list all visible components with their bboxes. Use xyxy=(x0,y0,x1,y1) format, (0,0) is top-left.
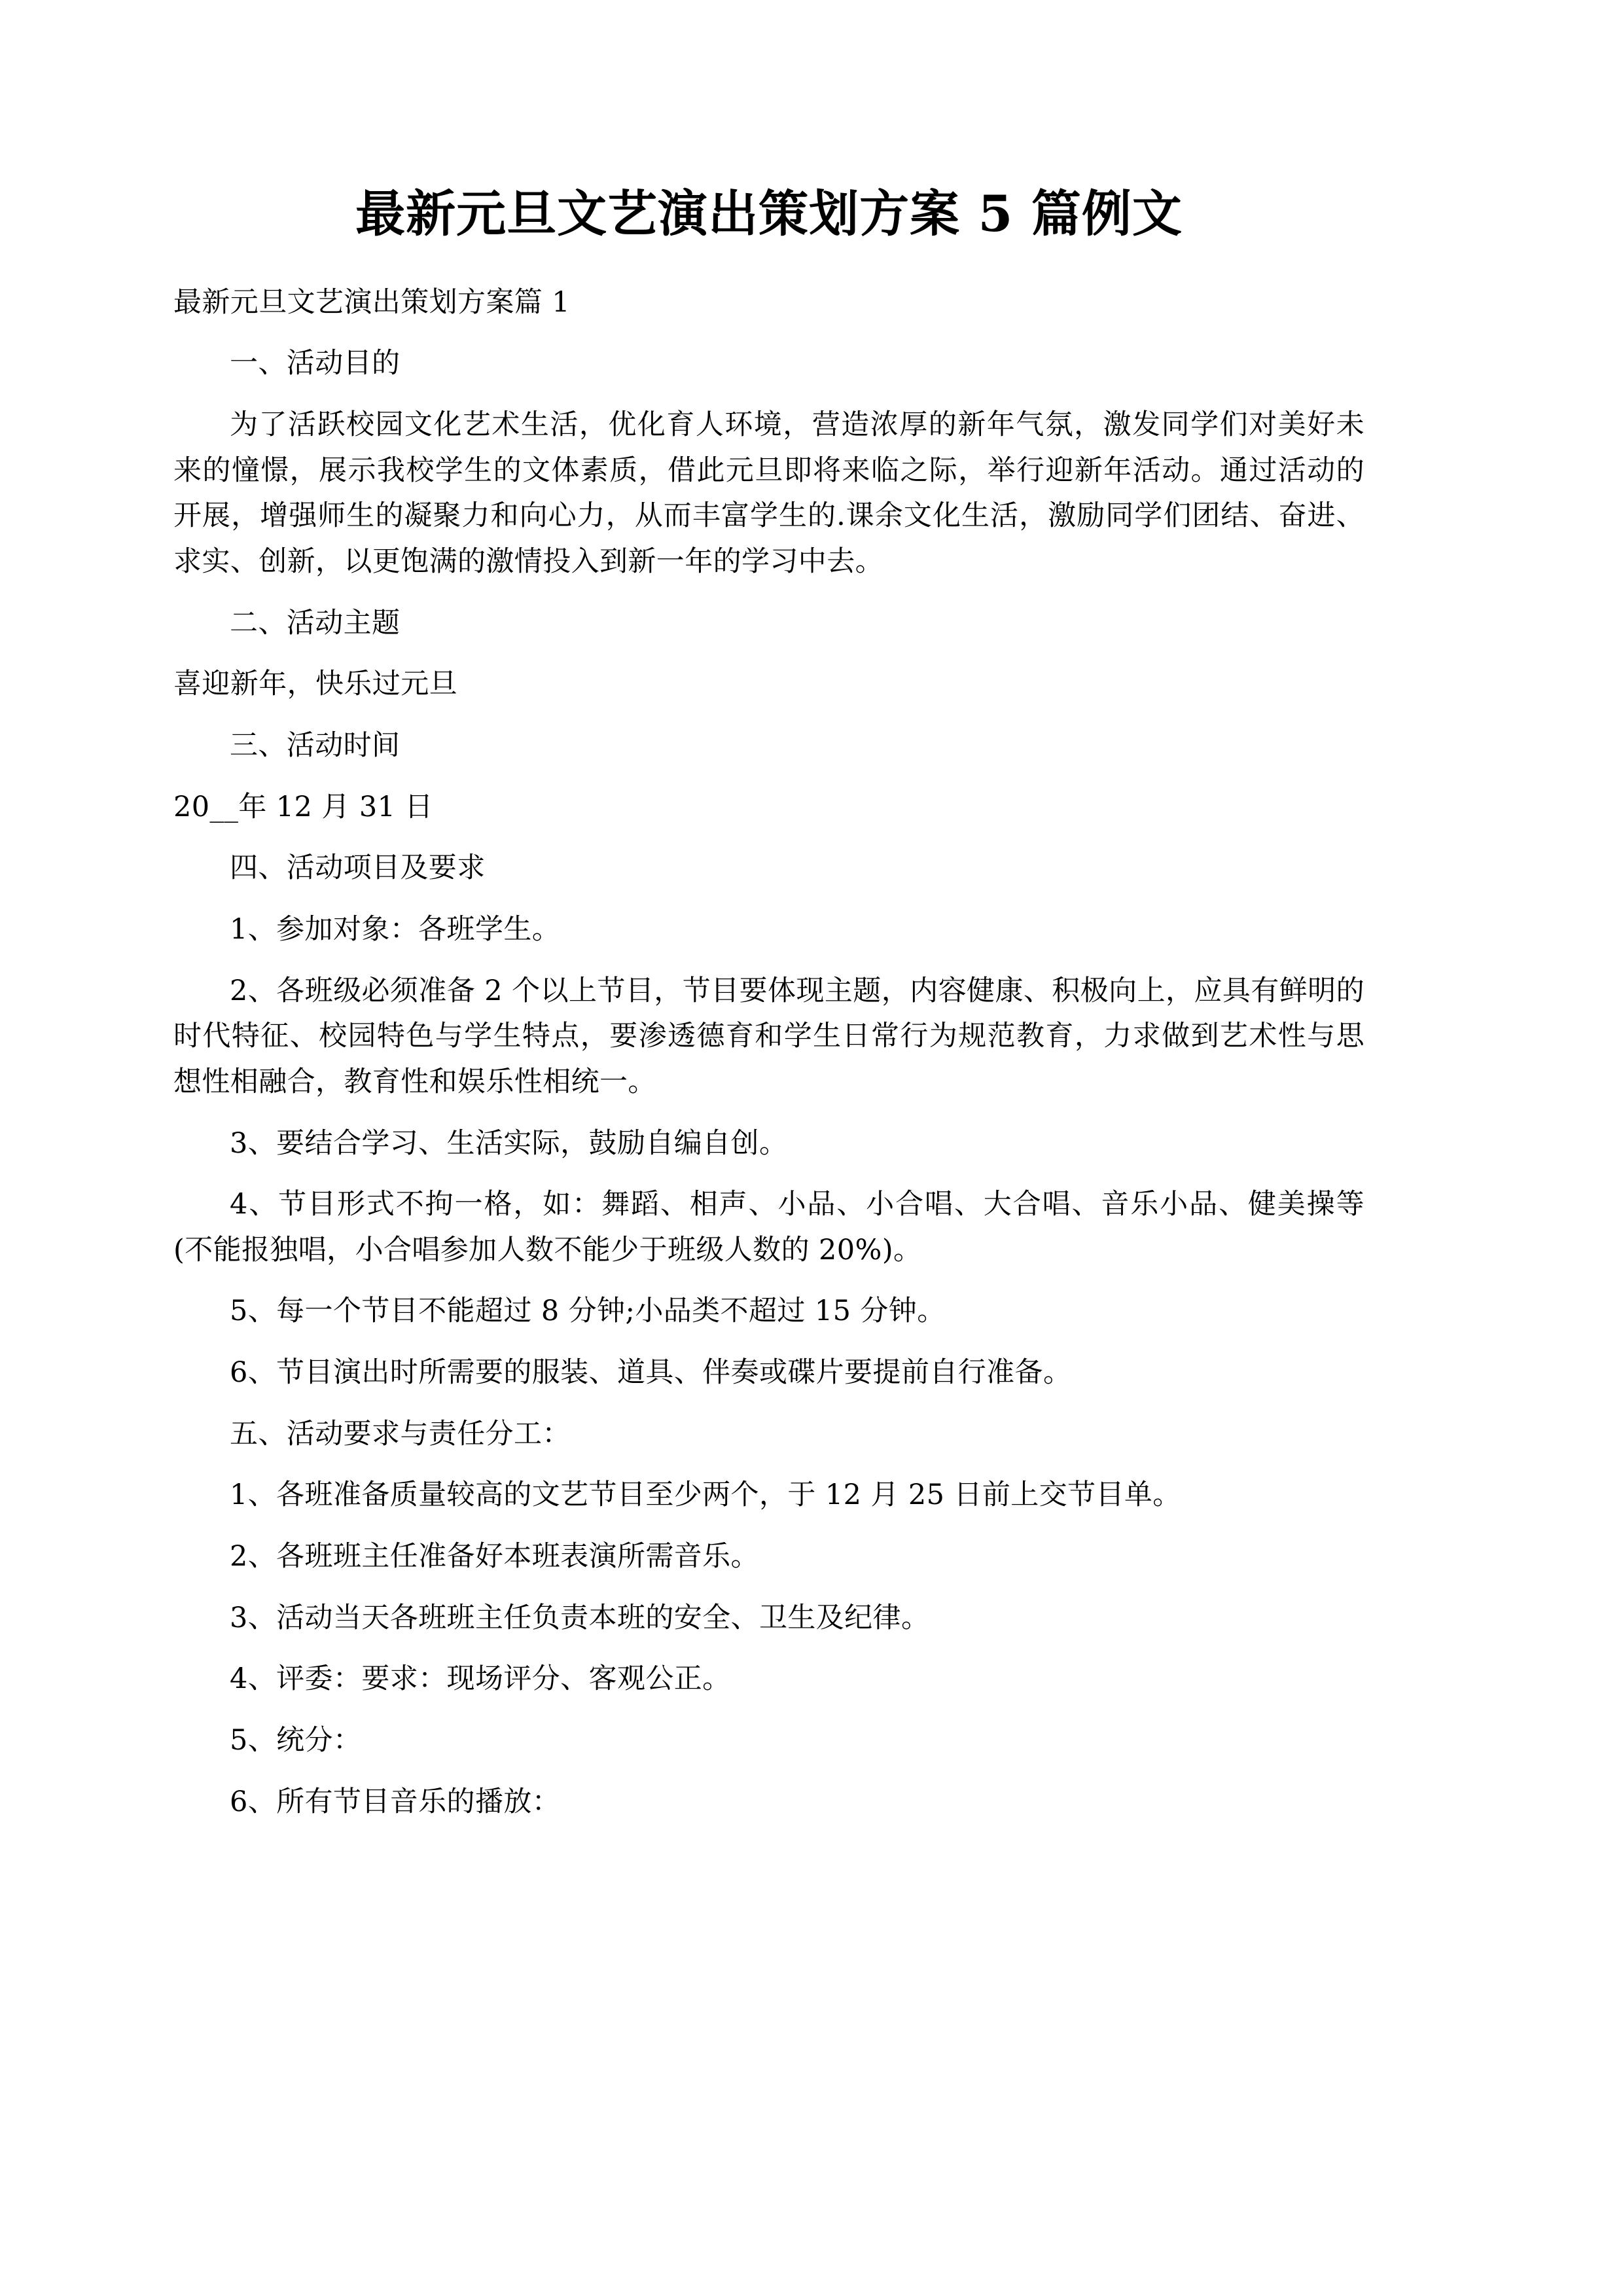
document-content xyxy=(173,0,1364,1825)
section-body-activity-time: 20__年 12 月 31 日 xyxy=(173,790,433,823)
list-item-safety-discipline: 3、活动当天各班班主任负责本班的安全、卫生及纪律。 xyxy=(230,1601,930,1634)
section-heading-activity-time: 三、活动时间 xyxy=(230,728,401,762)
section-heading-activity-theme: 二、活动主题 xyxy=(230,606,401,639)
document-subtitle: 最新元旦文艺演出策划方案篇 1 xyxy=(173,285,571,319)
section-heading-activity-items: 四、活动项目及要求 xyxy=(230,852,486,885)
list-item-duration-limit: 5、每一个节目不能超过 8 分钟;小品类不超过 15 分钟。 xyxy=(230,1295,946,1328)
section-body-activity-purpose: 为了活跃校园文化艺术生活，优化育人环境，营造浓厚的新年气氛，激发同学们对美好未来的憧憬，展示我校学生的文体素质，借此元旦即将来临之际，举行迎新年活动。通过活动的开展，增强师生的凝聚力和向心力，从而丰富学生的.课余文化生活，激励同学们团结、奋进、求实、创新，以更饱满的激情投入到新一年的学习中去。 xyxy=(173,408,1364,578)
list-item-participants: 1、参加对象：各班学生。 xyxy=(230,912,561,946)
section-heading-activity-purpose: 一、活动目的 xyxy=(230,347,401,380)
list-item-costume-props: 6、节目演出时所需要的服装、道具、伴奏或碟片要提前自行准备。 xyxy=(230,1356,1072,1390)
section-heading-responsibility: 五、活动要求与责任分工： xyxy=(230,1417,571,1450)
list-item-music-playback: 6、所有节目音乐的播放： xyxy=(230,1785,561,1818)
list-item-scoring: 5、统分： xyxy=(230,1724,362,1757)
list-item-program-formats: 4、节目形式不拘一格，如：舞蹈、相声、小品、小合唱、大合唱、音乐小品、健美操等(不能报独唱，小合唱参加人数不能少于班级人数的 20%)。 xyxy=(173,1188,1364,1266)
list-item-class-music: 2、各班班主任准备好本班表演所需音乐。 xyxy=(230,1540,759,1573)
section-body-activity-theme: 喜迎新年，快乐过元旦 xyxy=(173,668,457,701)
list-item-original-creation: 3、要结合学习、生活实际，鼓励自编自创。 xyxy=(230,1126,788,1160)
list-item-judges: 4、评委：要求：现场评分、客观公正。 xyxy=(230,1662,731,1696)
list-item-submit-program-list: 1、各班准备质量较高的文艺节目至少两个，于 12 月 25 日前上交节目单。 xyxy=(230,1479,1181,1512)
list-item-program-requirements: 2、各班级必须准备 2 个以上节目，节目要体现主题，内容健康、积极向上，应具有鲜明的时代特征、校园特色与学生特点，要渗透德育和学生日常行为规范教育，力求做到艺术性与思想性相融合，教育性和娱乐性相统一。 xyxy=(173,974,1364,1098)
page-title: 最新元旦文艺演出策划方案 5 篇例文 xyxy=(355,185,1183,243)
